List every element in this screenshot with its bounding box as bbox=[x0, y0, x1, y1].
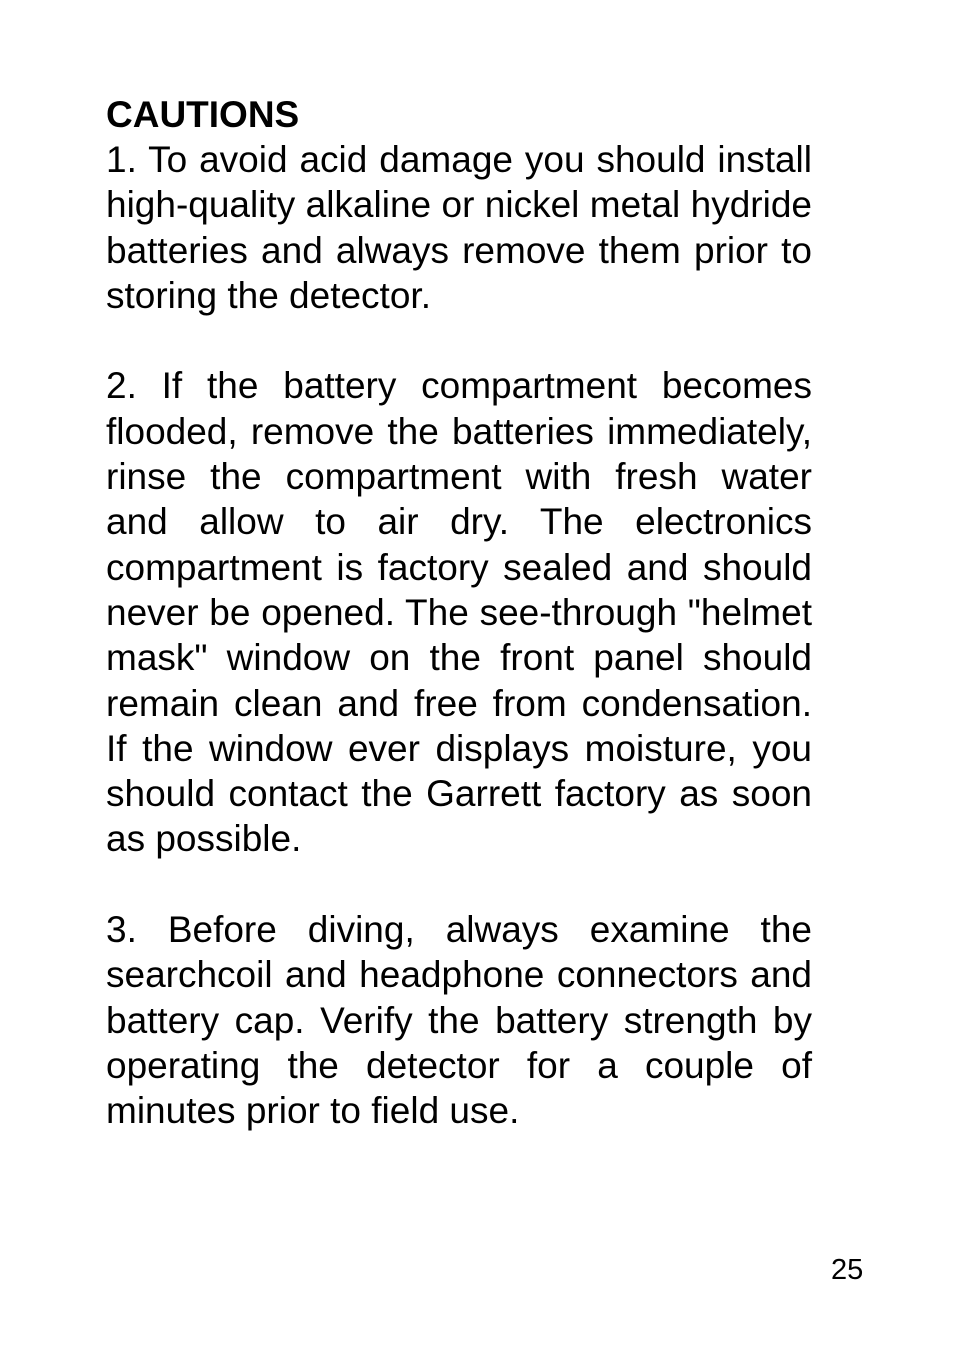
page-number: 25 bbox=[831, 1254, 864, 1286]
caution-item-2: 2. If the battery compartment becomes flooded, remove the batteries immediately, rinse the compartment with fresh water and allow to air dry. The electronics compartment is factory sealed and should never be opened. The see-through "helmet mask" window on the front panel should remain clean and free from condensation. If the window ever displays moisture, you should contact the Garrett factory as soon as possible. bbox=[106, 365, 812, 860]
caution-item-1: 1. To avoid acid damage you should install high-quality alkaline or nickel metal hydride batteries and always remove them prior to storing the detector. bbox=[106, 139, 812, 316]
caution-item-3: 3. Before diving, always examine the searchcoil and headphone connectors and battery cap. Verify the battery strength by operating the detector for a couple of minutes prior to field use. bbox=[106, 909, 812, 1132]
section-heading: CAUTIONS bbox=[106, 94, 300, 135]
page-content bbox=[106, 92, 812, 1134]
